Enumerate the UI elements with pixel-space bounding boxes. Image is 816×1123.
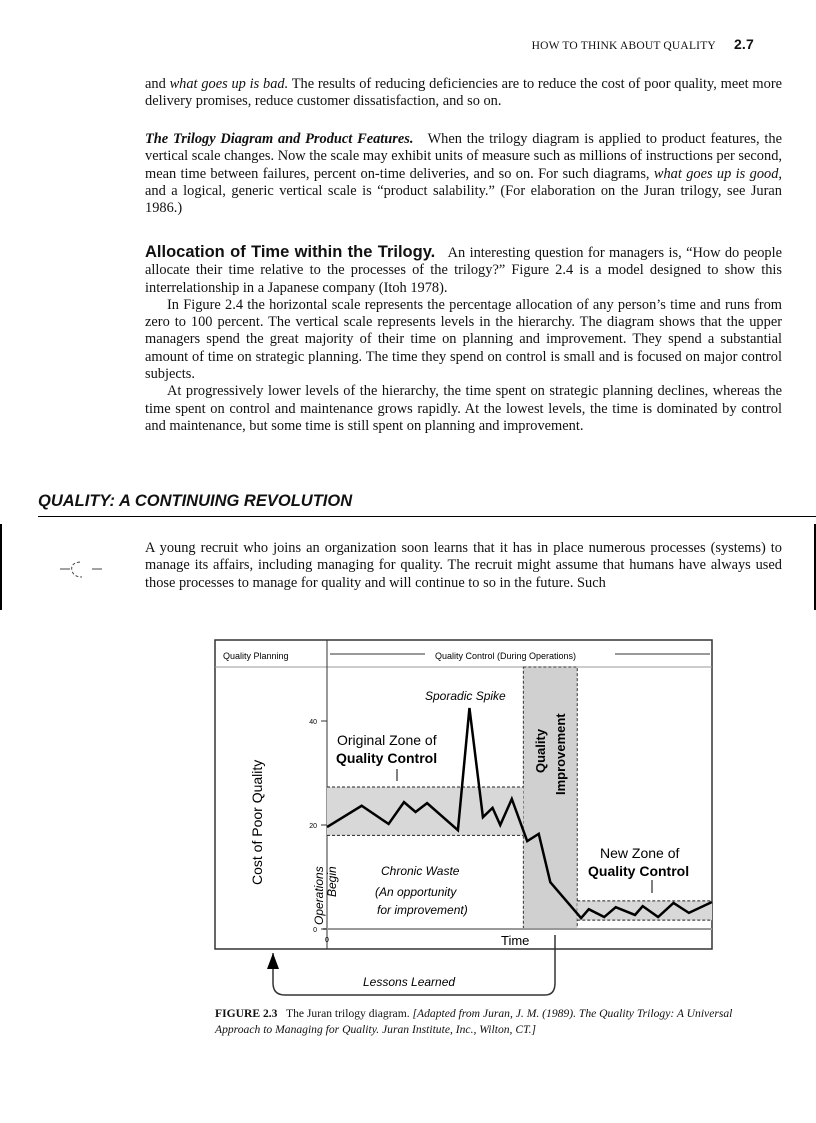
connector-icon (58, 558, 106, 580)
page-number: 2.7 (733, 36, 754, 52)
running-header (532, 36, 754, 52)
paragraph-allocation: Allocation of Time within the Trilogy. An interesting question for managers is, “How do people allocate their time relative to the processes of the trilogy?” Figure 2.4 is a model designed to show this interrelationship in a Japanese company (Itoh 1978). In Figure 2.4 the horizontal scale represents the percentage allocation of any person’s time and runs from zero to 100 percent. The vertical scale represents levels in the hierarchy. The diagram shows that the upper managers spend the great majority of their time on planning and improvement. They spend a substantial amount of time on strategic planning. The time they spend on control is small and is focused on major control subjects. At progressively lower levels of the hierarchy, the time spent on strategic planning declines, whereas the time spent on control and maintenance grows rapidly. At the lowest levels, the time is dominated by control and maintenance, but some time is still spent on planning and improvement. (145, 243, 782, 434)
figure-caption: FIGURE 2.3 The Juran trilogy diagram. [Adapted from Juran, J. M. (1989). The Quality Trilogy: A Universal Approach to Managing for Quality. Juran Institute, Inc., Wilton, CT.] (215, 1007, 733, 1036)
section-heading: QUALITY: A CONTINUING REVOLUTION (38, 492, 353, 510)
figure-label: FIGURE 2.3 (215, 1007, 278, 1020)
label-chronic-waste: Chronic Waste (381, 864, 460, 878)
label-for-improvement: for improvement) (377, 903, 468, 917)
label-new-zone-qc: Quality Control (588, 863, 690, 879)
label-new-zone: New Zone of (600, 845, 680, 861)
label-sporadic-spike: Sporadic Spike (425, 689, 506, 703)
label-original-zone: Original Zone of (337, 732, 437, 748)
paragraph-revolution: A young recruit who joins an organization soon learns that it has in place numerous processes (systems) to manage its affairs, including managing for quality. The recruit might assume that humans have always used those processes to manage for quality and will continue to so in the future. Such (145, 540, 782, 591)
arrowhead (267, 953, 279, 969)
quality-improvement-band (523, 667, 577, 929)
section-rule (38, 516, 816, 517)
run-in-heading: The Trilogy Diagram and Product Features. (145, 131, 414, 147)
margin-bar-left (0, 524, 2, 610)
x-axis-label: Time (501, 933, 530, 948)
juran-trilogy-diagram (205, 635, 720, 1000)
label-operations: Operations (312, 866, 326, 925)
y-tick-label: 0 (313, 927, 317, 934)
y-tick-label: 20 (309, 823, 317, 830)
x-tick-label: 0 (325, 937, 329, 944)
label-quality-control: Quality Control (During Operations) (435, 651, 577, 661)
label-lessons-learned: Lessons Learned (363, 975, 456, 989)
y-axis-label: Cost of Poor Quality (249, 759, 265, 885)
label-quality-planning: Quality Planning (223, 651, 289, 661)
label-improvement: Improvement (553, 713, 568, 795)
paragraph: and what goes up is bad. The results of reducing deficiencies are to reduce the cost of poor quality, meet more delivery promises, reduce customer dissatisfaction, and so on. (145, 76, 782, 110)
label-begin: Begin (325, 866, 339, 897)
subsection-heading: Allocation of Time within the Trilogy. (145, 243, 436, 261)
y-tick-label: 40 (309, 719, 317, 726)
label-quality: Quality (533, 728, 548, 773)
label-opportunity: (An opportunity (375, 885, 457, 899)
label-original-zone-qc: Quality Control (336, 750, 438, 766)
paragraph-trilogy-features: The Trilogy Diagram and Product Features. When the trilogy diagram is applied to product features, the vertical scale changes. Now the scale may exhibit units of measure such as millions of instructions per second, mean time between failures, percent on-time deliveries, and so on. For such diagrams, what goes up is good, and a logical, generic vertical scale is “product salability.” (For elaboration on the Juran trilogy, see Juran 1986.) (145, 131, 782, 217)
running-title: HOW TO THINK ABOUT QUALITY (531, 40, 716, 52)
